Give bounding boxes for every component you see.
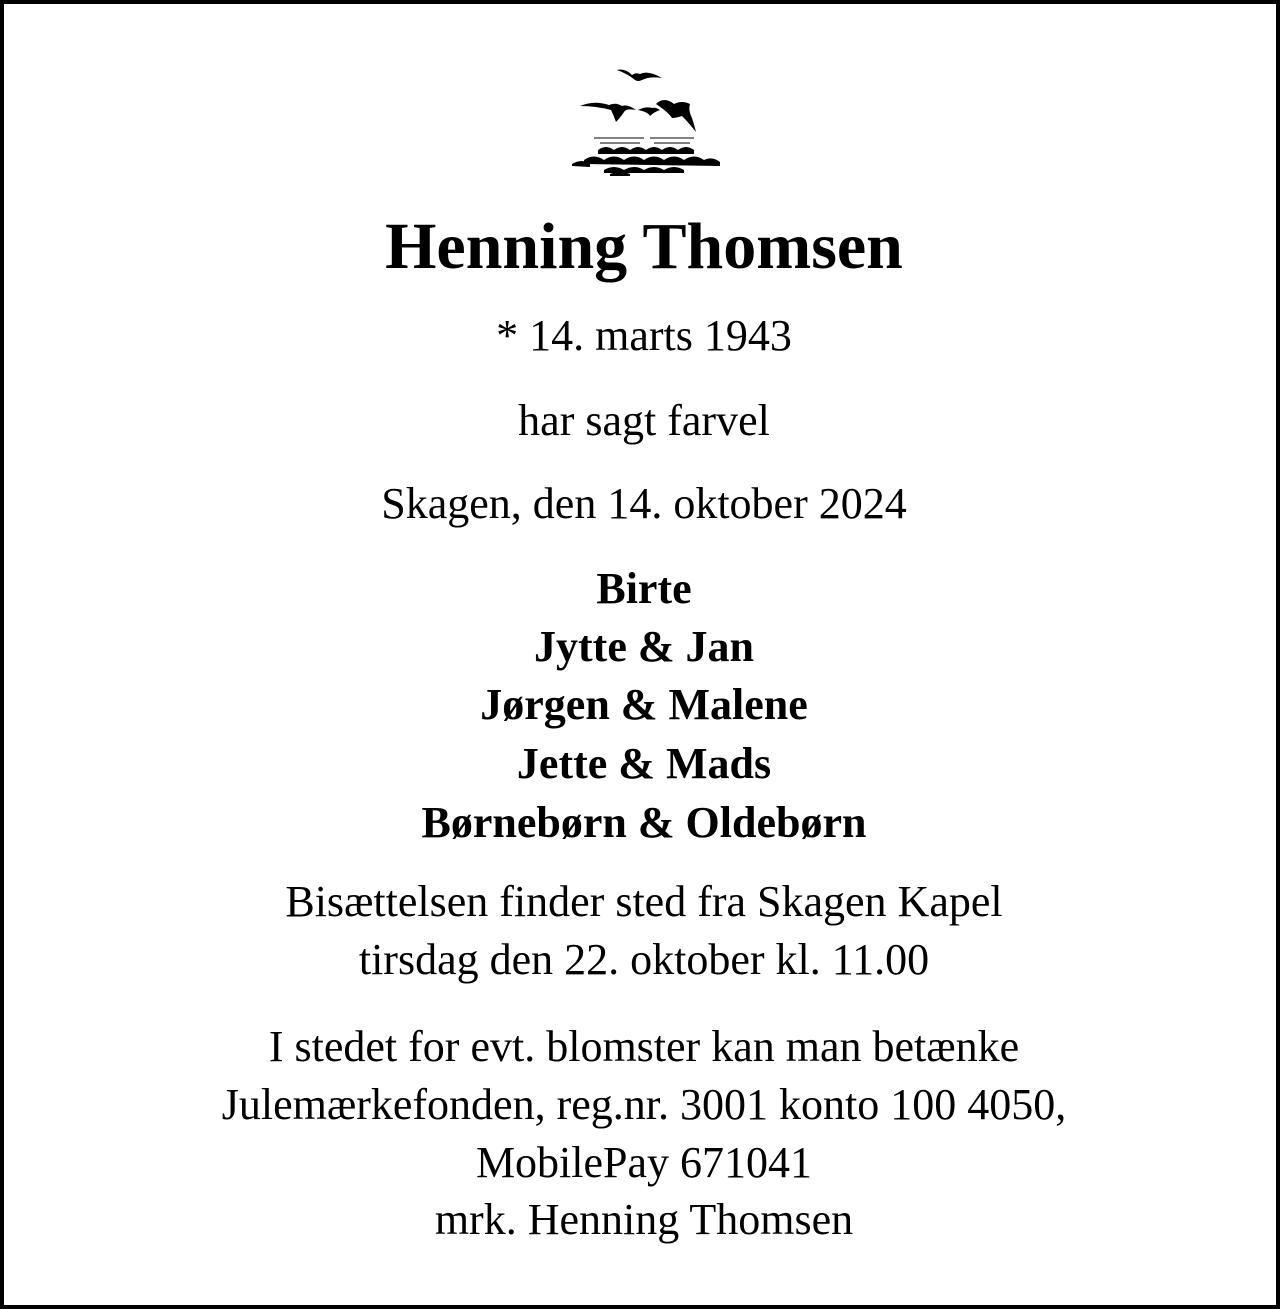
mourner-name: Jytte & Jan: [534, 622, 754, 671]
donation-info-line: MobilePay 671041: [475, 1138, 813, 1187]
mourner-name: Børnebørn & Oldebørn: [421, 798, 867, 847]
mourner-name: Jette & Mads: [516, 739, 772, 788]
seagulls-over-waves-icon: [564, 60, 726, 176]
deceased-name: Henning Thomsen: [385, 210, 903, 283]
mourner-name: Jørgen & Malene: [480, 680, 808, 729]
farewell-text: har sagt farvel: [518, 396, 770, 445]
donation-info-line: Julemærkefonden, reg.nr. 3001 konto 100 4050,: [221, 1080, 1067, 1129]
mourner-name: Birte: [596, 564, 692, 613]
place-and-date: Skagen, den 14. oktober 2024: [381, 479, 907, 528]
donation-info-line: I stedet for evt. blomster kan man betænke: [268, 1022, 1020, 1071]
funeral-info-line: Bisættelsen finder sted fra Skagen Kapel: [285, 877, 1003, 926]
donation-info-line: mrk. Henning Thomsen: [434, 1195, 854, 1244]
funeral-info-line: tirsdag den 22. oktober kl. 11.00: [358, 935, 930, 984]
birth-date: * 14. marts 1943: [496, 311, 792, 360]
